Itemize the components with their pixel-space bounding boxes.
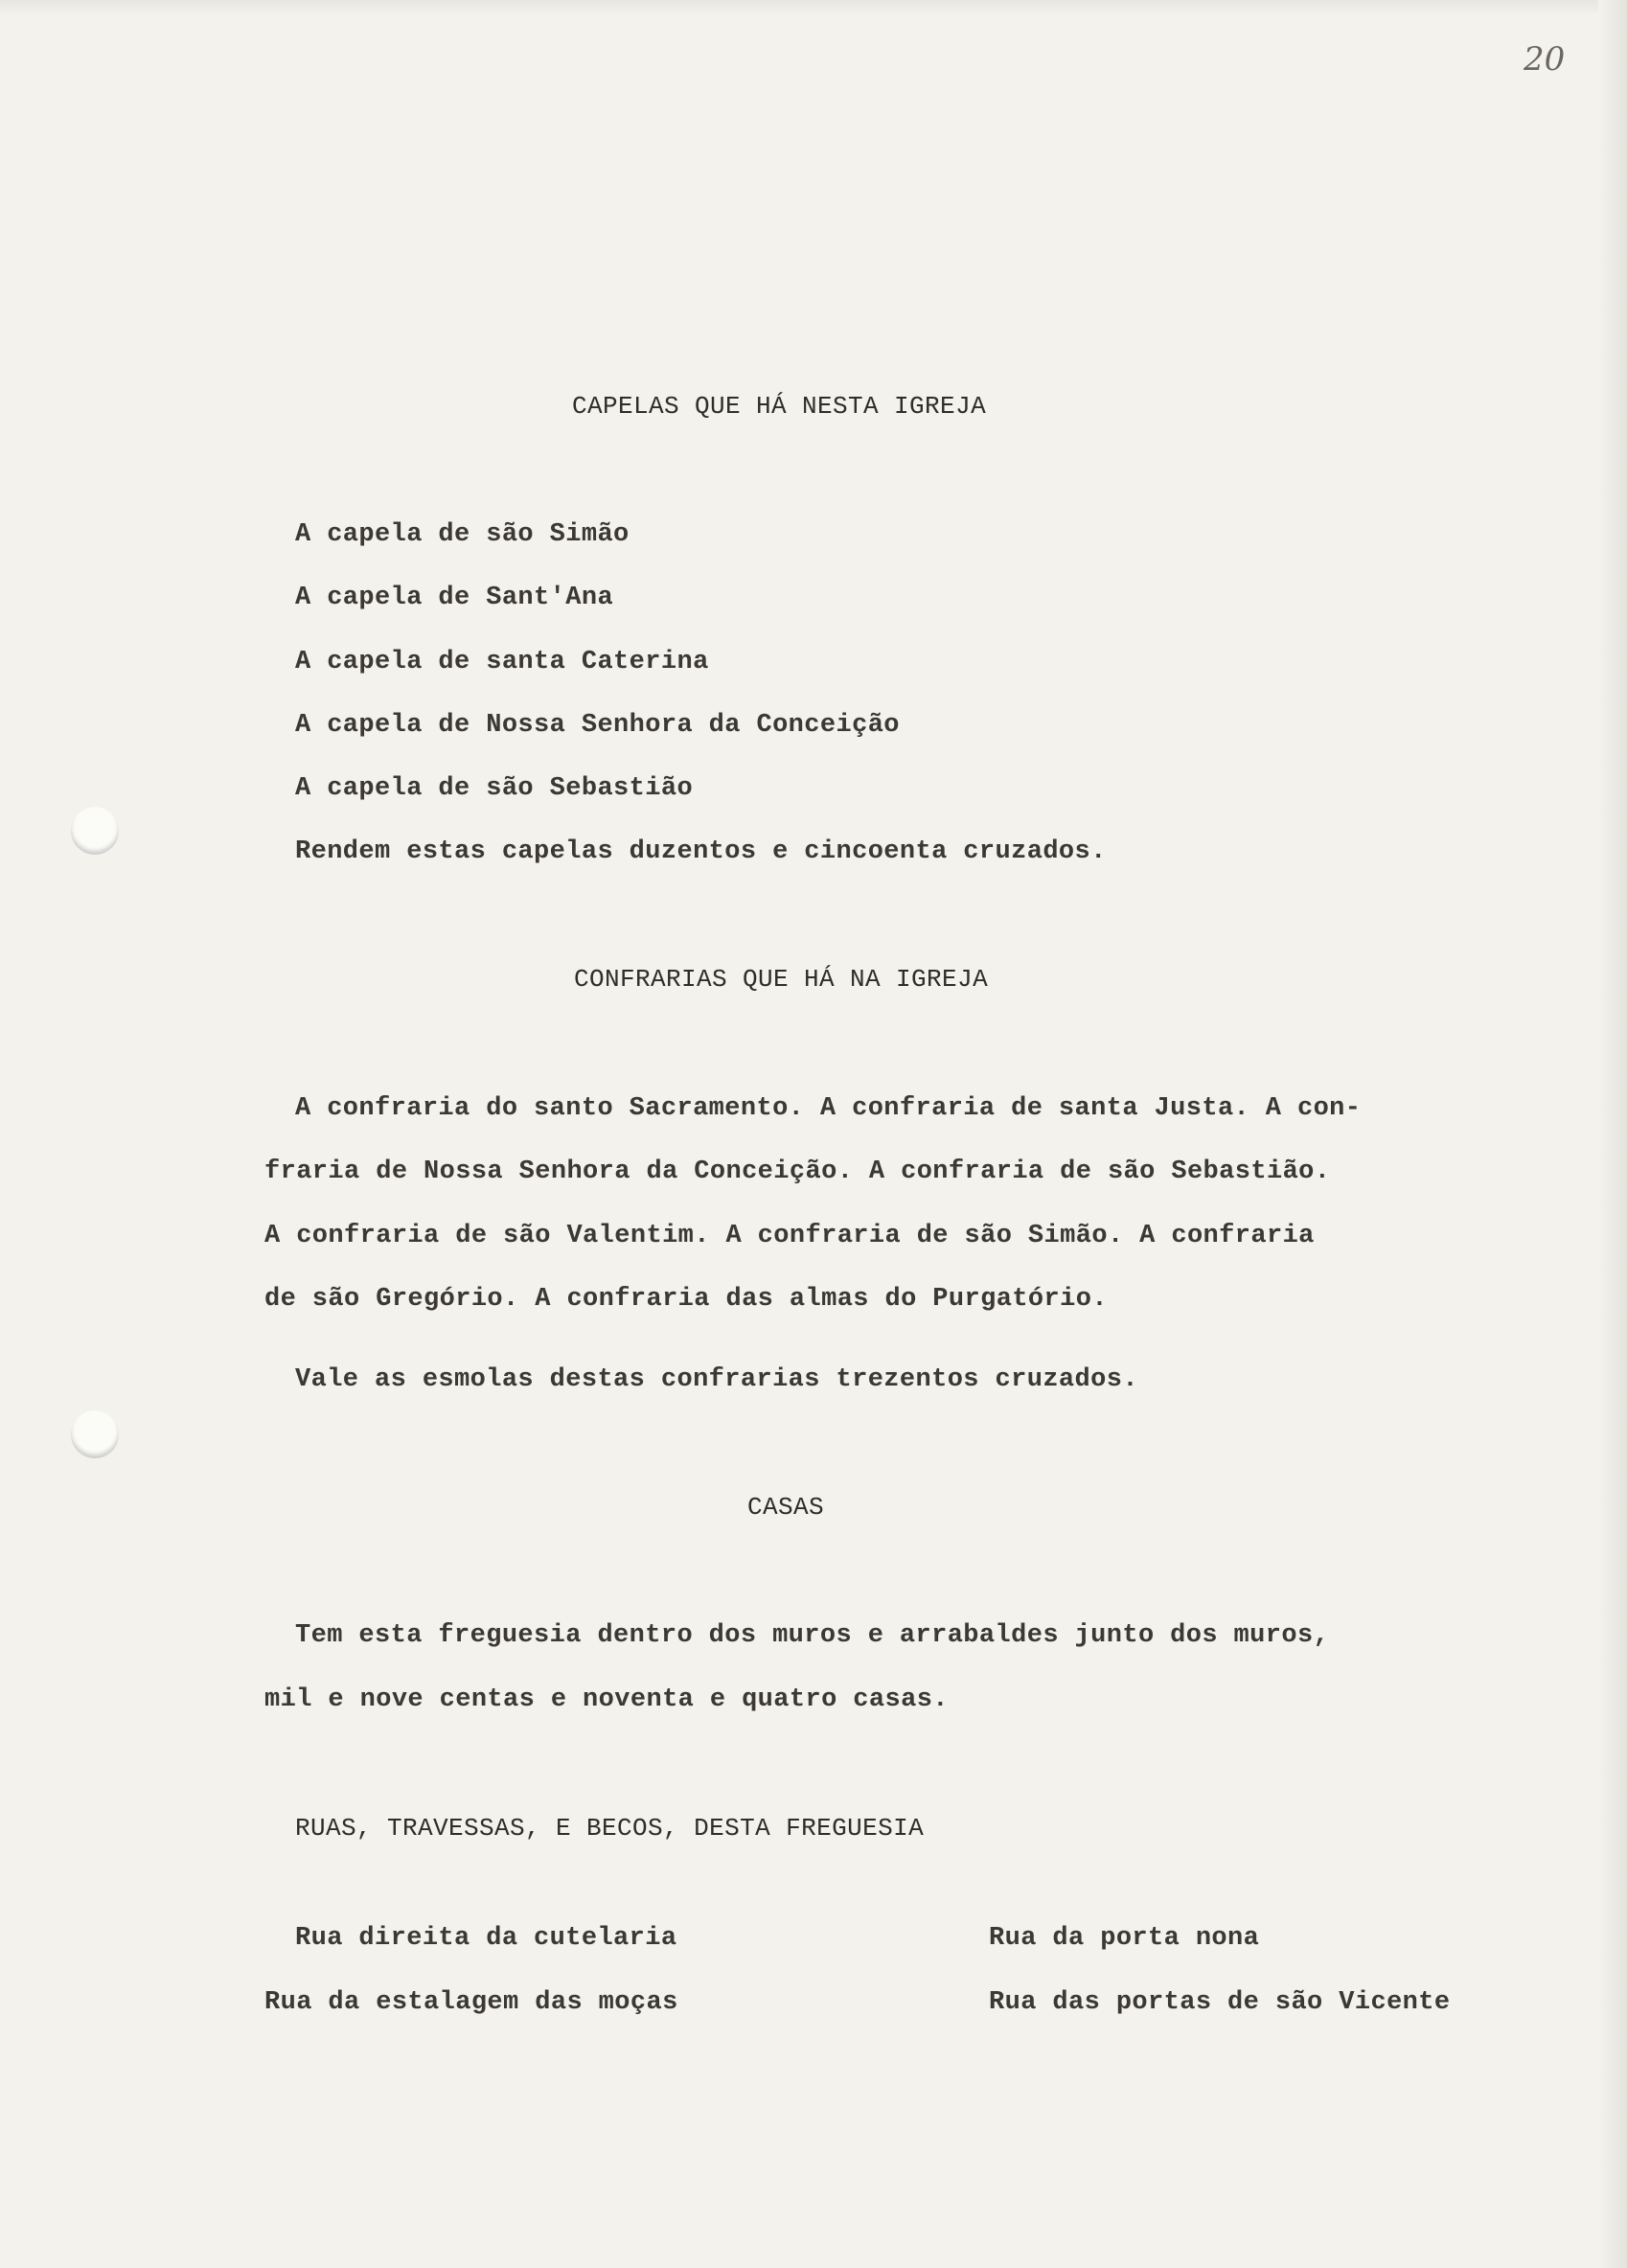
brotherhoods-heading: CONFRARIAS QUE HÁ NA IGREJA xyxy=(574,965,989,994)
streets-heading: RUAS, TRAVESSAS, E BECOS, DESTA FREGUESIA xyxy=(295,1814,925,1843)
brotherhoods-paragraph-line: A confraria de são Valentim. A confraria de são Simão. A confraria xyxy=(264,1222,1315,1250)
punch-hole-upper xyxy=(71,807,119,855)
street-item-left: Rua direita da cutelaria xyxy=(295,1924,677,1953)
houses-heading: CASAS xyxy=(747,1493,825,1522)
chapel-item: A capela de santa Caterina xyxy=(295,648,709,676)
houses-paragraph-line: mil e nove centas e noventa e quatro casas. xyxy=(264,1685,949,1714)
brotherhoods-paragraph-line: fraria de Nossa Senhora da Conceição. A confraria de são Sebastião. xyxy=(264,1157,1331,1186)
brotherhoods-paragraph-line: A confraria do santo Sacramento. A confraria de santa Justa. A con- xyxy=(295,1094,1362,1123)
street-item-left: Rua da estalagem das moças xyxy=(264,1988,678,2017)
page-right-edge xyxy=(1598,0,1627,2268)
street-item-right: Rua das portas de são Vicente xyxy=(989,1988,1451,2017)
punch-hole-lower xyxy=(71,1410,119,1458)
chapels-heading: CAPELAS QUE HÁ NESTA IGREJA xyxy=(572,392,987,421)
brotherhoods-paragraph-line: de são Gregório. A confraria das almas do Purgatório. xyxy=(264,1285,1108,1314)
chapel-item: A capela de Nossa Senhora da Conceição xyxy=(295,711,900,740)
chapel-item: A capela de Sant'Ana xyxy=(295,584,614,612)
chapel-item: A capela de são Sebastião xyxy=(295,774,694,803)
brotherhoods-alms-note: Vale as esmolas destas confrarias trezentos cruzados. xyxy=(295,1365,1138,1394)
street-item-right: Rua da porta nona xyxy=(989,1924,1260,1953)
chapels-income-note: Rendem estas capelas duzentos e cincoenta cruzados. xyxy=(295,837,1107,866)
houses-paragraph-line: Tem esta freguesia dentro dos muros e arrabaldes junto dos muros, xyxy=(295,1621,1330,1650)
page-number: 20 xyxy=(1524,40,1566,79)
page-top-edge xyxy=(0,0,1627,15)
chapel-item: A capela de são Simão xyxy=(295,520,630,549)
